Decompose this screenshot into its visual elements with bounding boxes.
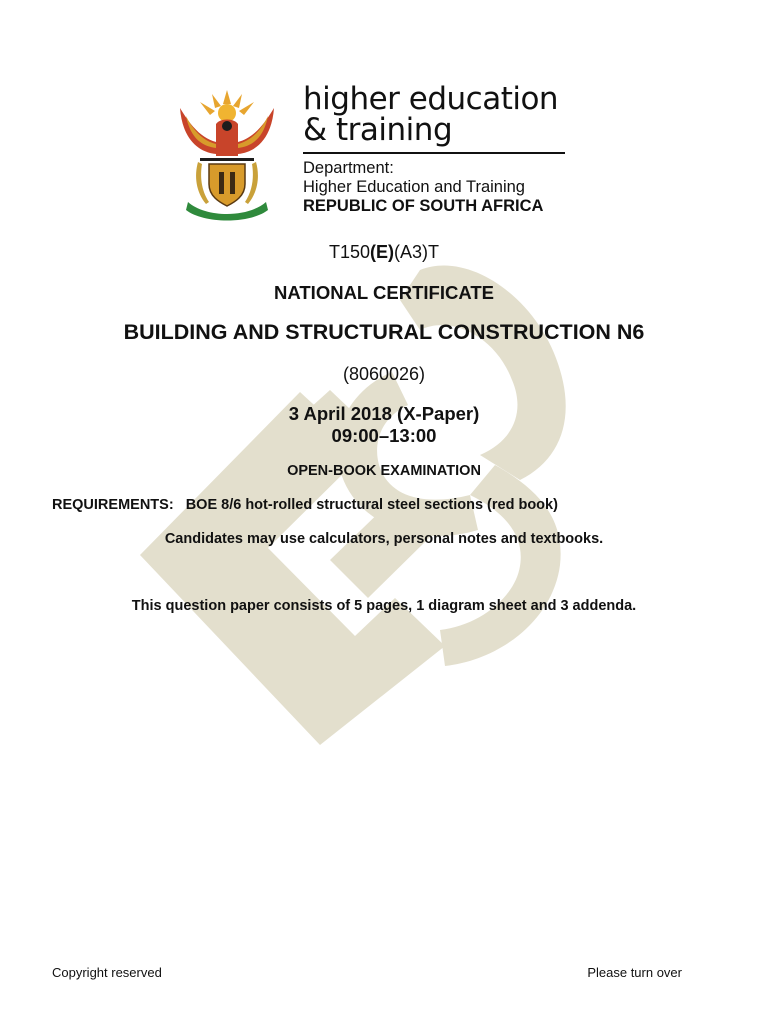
country-name: REPUBLIC OF SOUTH AFRICA (303, 197, 544, 215)
exam-date: 3 April 2018 (X-Paper) (288, 403, 480, 424)
department-label: Department: (303, 159, 394, 177)
paper-code-prefix: T150 (328, 242, 371, 262)
exam-time: 09:00–13:00 (331, 425, 437, 446)
department-branding (303, 81, 573, 216)
certificate-title: NATIONAL CERTIFICATE (274, 282, 494, 303)
requirements-text: BOE 8/6 hot-rolled structural steel sections (red book) (185, 497, 558, 513)
candidates-note: Candidates may use calculators, personal notes and textbooks. (164, 531, 604, 547)
copyright-footer: Copyright reserved (52, 965, 162, 980)
turn-over-footer: Please turn over (587, 965, 682, 980)
exam-type: OPEN-BOOK EXAMINATION (287, 463, 481, 479)
subject-code: (8060026) (342, 364, 426, 384)
brand-divider (303, 152, 565, 154)
requirements-label: REQUIREMENTS: (52, 497, 174, 513)
coat-of-arms-logo (172, 86, 282, 222)
brand-title-line1: higher education (303, 81, 559, 117)
requirements-line (52, 497, 558, 513)
paper-code-suffix: (A3)T (394, 242, 440, 262)
brand-title-line2: & training (303, 112, 453, 148)
department-name: Higher Education and Training (303, 178, 525, 196)
paper-code (0, 242, 768, 263)
paper-code-language: (E) (370, 242, 395, 262)
paper-composition-note: This question paper consists of 5 pages, 1 diagram sheet and 3 addenda. (131, 598, 637, 614)
subject-title: BUILDING AND STRUCTURAL CONSTRUCTION N6 (123, 320, 645, 344)
